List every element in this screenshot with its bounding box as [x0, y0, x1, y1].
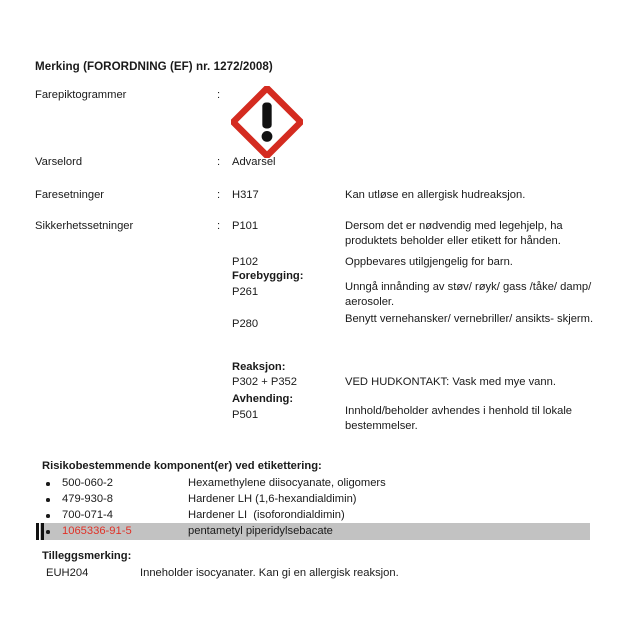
precaution-heading-prevention: Forebygging:: [232, 270, 304, 282]
list-item[interactable]: [0, 493, 640, 509]
precaution-text-p101: Dersom det er nødvendig med legehjelp, ha produktets beholder eller etikett for hånden.: [345, 220, 563, 247]
precaution-code-p280: P280: [232, 318, 259, 330]
ghs07-exclamation-mark-icon: [231, 86, 303, 158]
signal-word-value: Advarsel: [232, 156, 276, 168]
row-label-precautionary-statements: Sikkerhetssetninger: [35, 220, 134, 232]
row-colon-pictograms: :: [217, 89, 221, 101]
precaution-code-p302-p352: P302 + P352: [232, 376, 298, 388]
row-label-pictograms: Farepiktogrammer: [35, 89, 127, 101]
row-colon-signalword: :: [217, 156, 221, 168]
bullet-icon: [46, 498, 50, 502]
component-name: Hexamethylene diisocyanate, oligomers: [188, 477, 386, 489]
precaution-heading-reaction: Reaksjon:: [232, 361, 286, 373]
component-number: 1065336-91-5: [62, 525, 132, 537]
bullet-icon: [46, 530, 50, 534]
precaution-text-p501: Innhold/beholder avhendes i henhold til lokale bestemmelser.: [345, 405, 573, 432]
supplemental-code-euh204: EUH204: [46, 567, 89, 579]
list-item[interactable]: [0, 477, 640, 493]
list-item-selected[interactable]: [0, 525, 640, 541]
component-number: 479-930-8: [62, 493, 114, 505]
precaution-code-p102: P102: [232, 256, 259, 268]
hazard-text-h317: Kan utløse en allergisk hudreaksjon.: [345, 189, 526, 201]
hazard-code-h317: H317: [232, 189, 259, 201]
component-name: Hardener LI (isoforondialdimin): [188, 509, 345, 521]
precaution-text-p302-p352: VED HUDKONTAKT: Vask med mye vann.: [345, 376, 556, 388]
supplemental-heading: Tilleggsmerking:: [42, 550, 132, 562]
row-label-hazard-statements: Faresetninger: [35, 189, 105, 201]
row-colon-precautionary-statements: :: [217, 220, 221, 232]
bullet-icon: [46, 514, 50, 518]
row-colon-hazard-statements: :: [217, 189, 221, 201]
bullet-icon: [46, 482, 50, 486]
component-name: Hardener LH (1,6-hexandialdimin): [188, 493, 357, 505]
precaution-text-p102: Oppbevares utilgjengelig for barn.: [345, 256, 513, 268]
component-name: pentametyl piperidylsebacate: [188, 525, 333, 537]
precaution-text-p261: Unngå innånding av støv/ røyk/ gass /tåke/ damp/ aerosoler.: [345, 281, 592, 308]
component-number: 500-060-2: [62, 477, 114, 489]
precaution-code-p501: P501: [232, 409, 259, 421]
precaution-code-p101: P101: [232, 220, 259, 232]
precaution-code-p261: P261: [232, 286, 259, 298]
precaution-text-p280: Benytt vernehansker/ vernebriller/ ansikts- skjerm.: [345, 313, 594, 325]
component-number: 700-071-4: [62, 509, 114, 521]
supplemental-text-euh204: Inneholder isocyanater. Kan gi en allergisk reaksjon.: [140, 567, 399, 579]
text-cursor-icon: [36, 523, 45, 540]
components-list-title: Risikobestemmende komponent(er) ved etikettering:: [42, 460, 322, 472]
precaution-heading-disposal: Avhending:: [232, 393, 294, 405]
page-title: Merking (FORORDNING (EF) nr. 1272/2008): [35, 60, 273, 73]
row-label-signalword: Varselord: [35, 156, 83, 168]
